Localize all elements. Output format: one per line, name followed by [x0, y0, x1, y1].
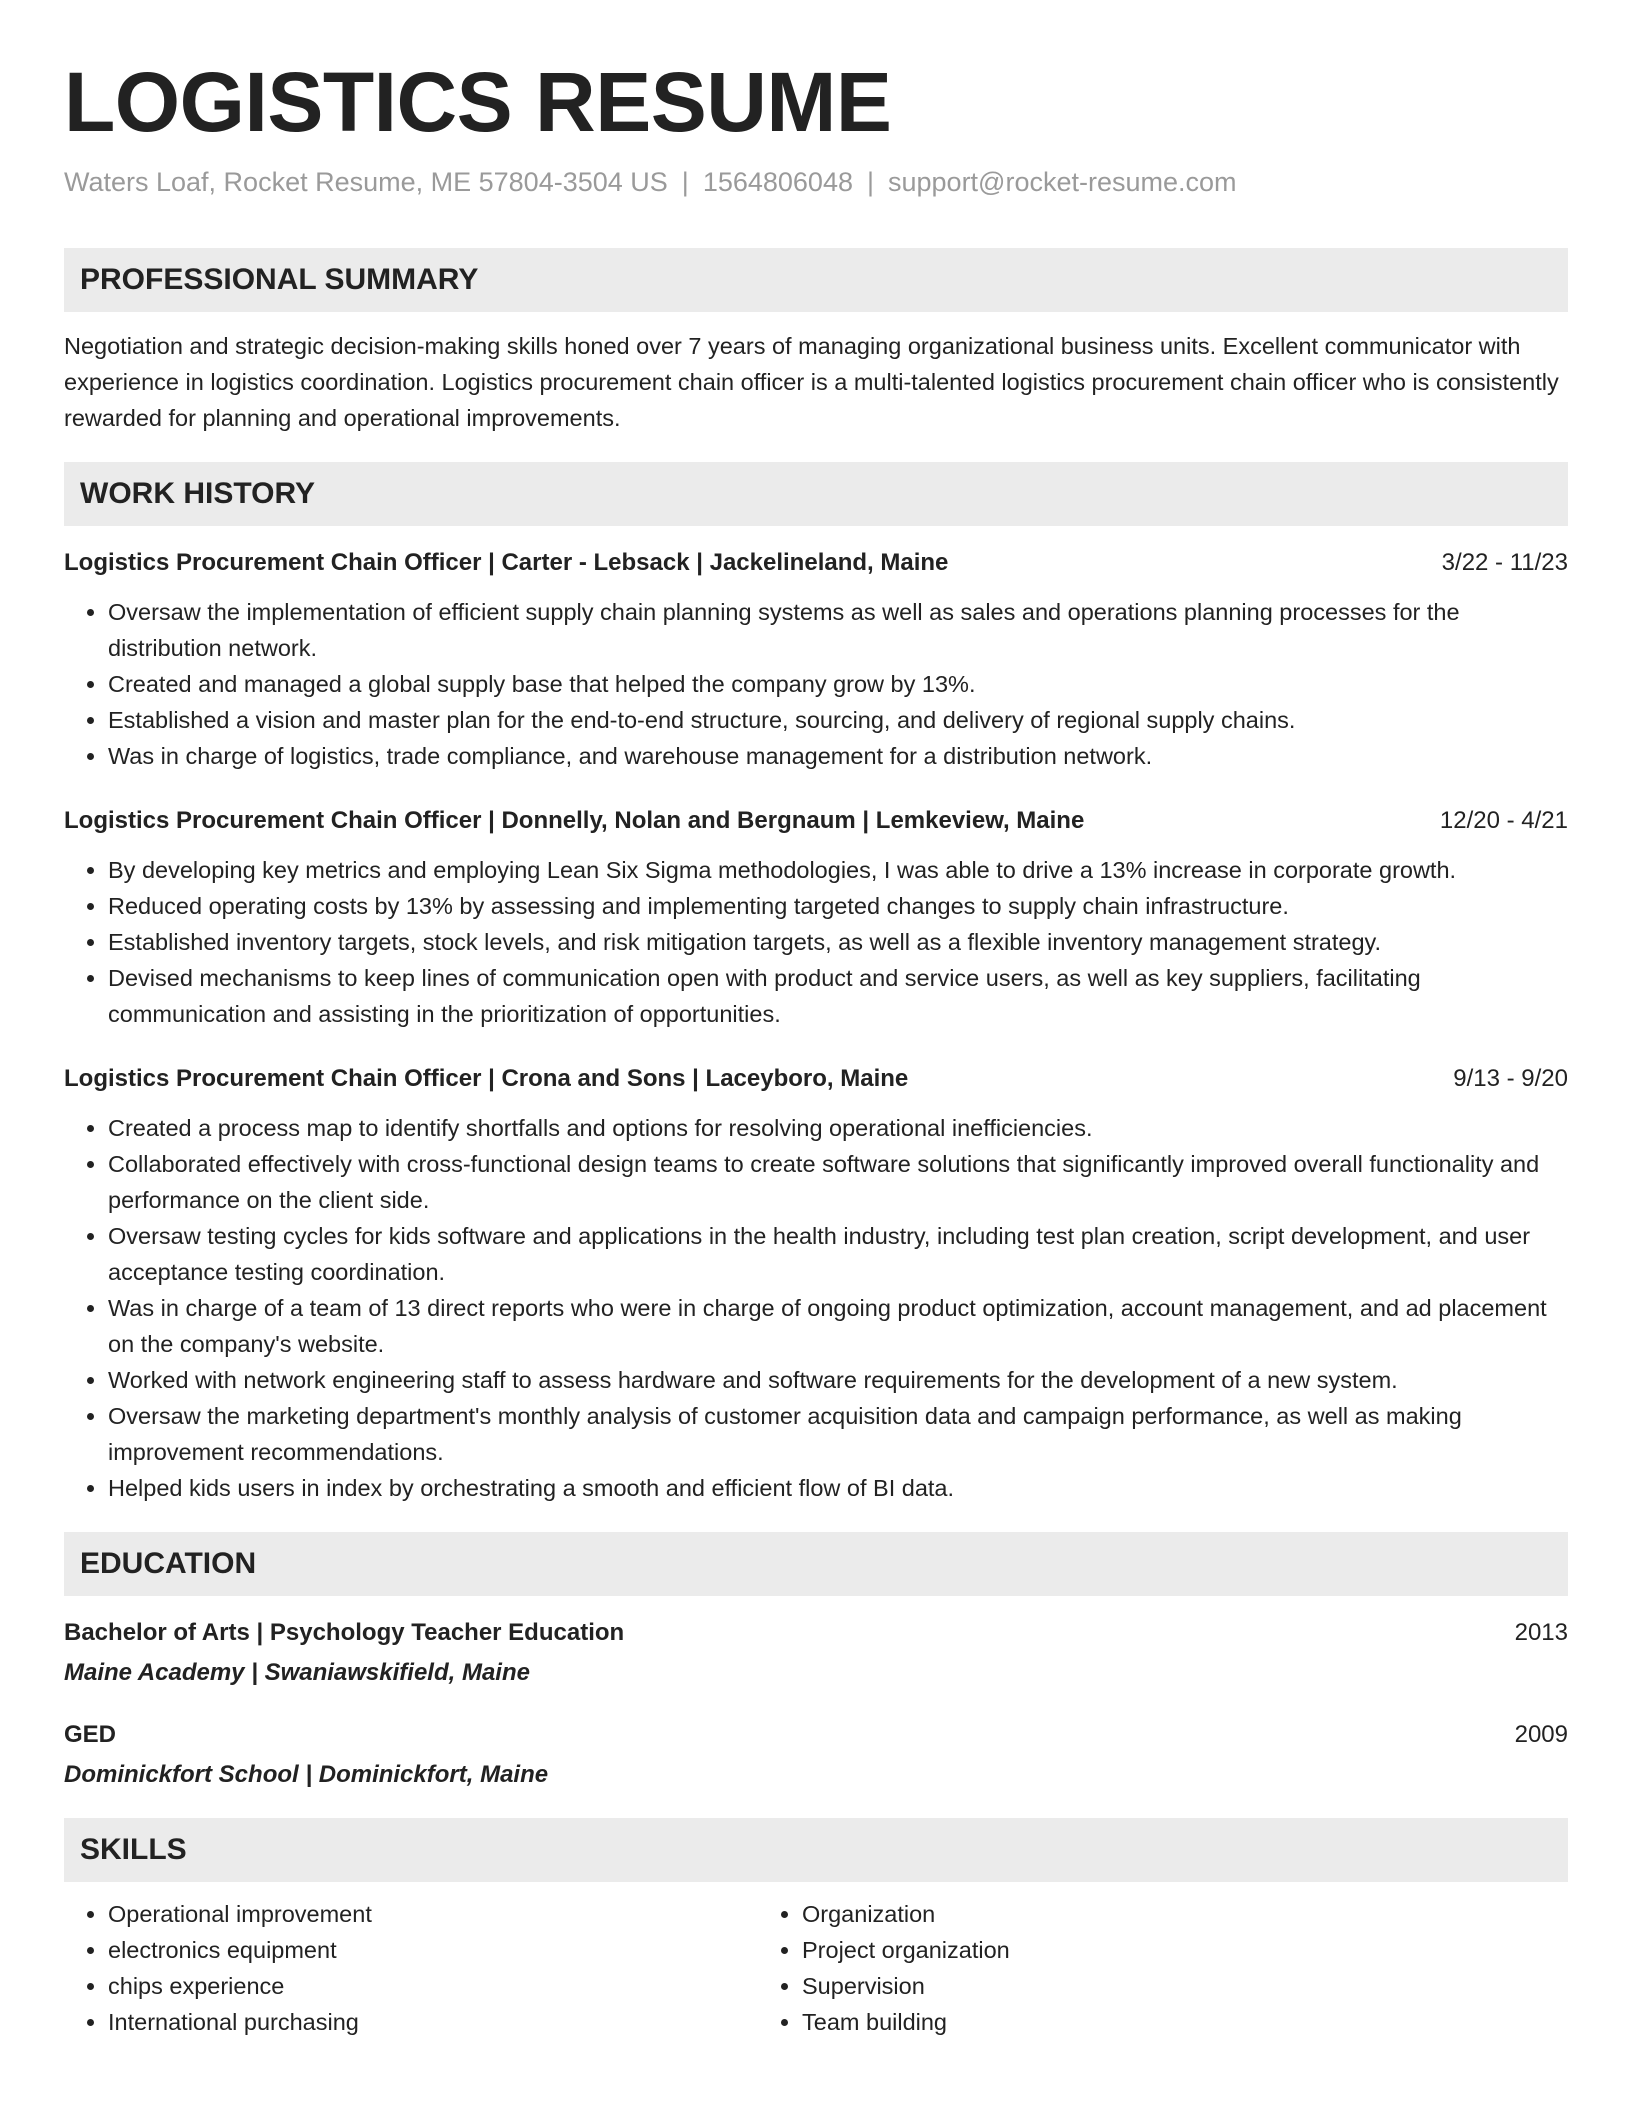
job-entry	[64, 804, 1568, 1032]
contact-line	[64, 164, 1568, 200]
job-bullet: • Devised mechanisms to keep lines of communication open with product and service users, as well as key suppliers, facilitating communication and assisting in the prioritization of opportunities.	[108, 960, 1568, 1032]
skill-item: • Organization	[802, 1896, 1452, 1932]
job-bullet: • Established inventory targets, stock levels, and risk mitigation targets, as well as a flexible inventory management strategy.	[108, 924, 1568, 960]
contact-email: support@rocket-resume.com	[888, 167, 1237, 197]
job-bullet: • By developing key metrics and employing Lean Six Sigma methodologies, I was able to drive a 13% increase in corporate growth.	[108, 852, 1568, 888]
job-title: Logistics Procurement Chain Officer | Crona and Sons | Laceyboro, Maine	[64, 1065, 909, 1092]
job-bullet: • Worked with network engineering staff to assess hardware and software requirements for the development of a new system.	[108, 1362, 1568, 1398]
contact-separator: |	[866, 167, 874, 197]
education-school: Dominickfort School | Dominickfort, Maine	[64, 1761, 549, 1788]
job-dates: 3/22 - 11/23	[1441, 549, 1568, 576]
education-entry	[64, 1616, 1568, 1690]
skills-columns	[64, 1896, 1568, 2040]
skills-list-left	[64, 1896, 758, 2040]
section-heading-skills: SKILLS	[64, 1818, 1568, 1882]
education-header	[64, 1718, 1568, 1752]
skill-item: • chips experience	[108, 1968, 758, 2004]
skill-item: • Supervision	[802, 1968, 1452, 2004]
job-bullets	[64, 852, 1568, 1032]
job-bullet: • Established a vision and master plan for the end-to-end structure, sourcing, and delivery of regional supply chains.	[108, 702, 1568, 738]
contact-separator: |	[681, 167, 689, 197]
job-bullet: • Was in charge of a team of 13 direct reports who were in charge of ongoing product optimization, account management, and ad placement on the company's website.	[108, 1290, 1568, 1362]
job-bullet: • Reduced operating costs by 13% by assessing and implementing targeted changes to supply chain infrastructure.	[108, 888, 1568, 924]
job-bullets	[64, 594, 1568, 774]
job-header	[64, 546, 1568, 580]
job-bullet: • Oversaw the marketing department's monthly analysis of customer acquisition data and campaign performance, as well as making improvement recommendations.	[108, 1398, 1568, 1470]
education-entry	[64, 1718, 1568, 1792]
job-bullets	[64, 1110, 1568, 1506]
skill-item: • International purchasing	[108, 2004, 758, 2040]
skills-list-right	[758, 1896, 1452, 2040]
job-bullet: • Created a process map to identify shortfalls and options for resolving operational inefficiencies.	[108, 1110, 1568, 1146]
education-degree: GED	[64, 1721, 117, 1748]
section-heading-education: EDUCATION	[64, 1532, 1568, 1596]
job-dates: 9/13 - 9/20	[1453, 1065, 1568, 1092]
skill-item: • Operational improvement	[108, 1896, 758, 1932]
job-bullet: • Oversaw the implementation of efficient supply chain planning systems as well as sales and operations planning processes for the distribution network.	[108, 594, 1568, 666]
job-bullet: • Oversaw testing cycles for kids software and applications in the health industry, including test plan creation, script development, and user acceptance testing coordination.	[108, 1218, 1568, 1290]
job-bullet: • Was in charge of logistics, trade compliance, and warehouse management for a distribution network.	[108, 738, 1568, 774]
job-bullet: • Created and managed a global supply base that helped the company grow by 13%.	[108, 666, 1568, 702]
education-degree: Bachelor of Arts | Psychology Teacher Education	[64, 1619, 625, 1646]
job-entry	[64, 546, 1568, 774]
resume-name: LOGISTICS RESUME	[64, 55, 892, 149]
contact-address: Waters Loaf, Rocket Resume, ME 57804-3504 US	[64, 167, 668, 197]
education-school: Maine Academy | Swaniawskifield, Maine	[64, 1659, 530, 1686]
job-title: Logistics Procurement Chain Officer | Donnelly, Nolan and Bergnaum | Lemkeview, Maine	[64, 807, 1085, 834]
job-bullet: • Helped kids users in index by orchestrating a smooth and efficient flow of BI data.	[108, 1470, 1568, 1506]
education-header	[64, 1616, 1568, 1650]
section-heading-work-history: WORK HISTORY	[64, 462, 1568, 526]
job-entry	[64, 1062, 1568, 1506]
education-year: 2009	[1514, 1721, 1568, 1748]
skill-item: • Project organization	[802, 1932, 1452, 1968]
skill-item: • Team building	[802, 2004, 1452, 2040]
job-dates: 12/20 - 4/21	[1439, 807, 1568, 834]
contact-phone: 1564806048	[702, 167, 853, 197]
job-header	[64, 1062, 1568, 1096]
job-title: Logistics Procurement Chain Officer | Carter - Lebsack | Jackelineland, Maine	[64, 549, 949, 576]
skill-item: • electronics equipment	[108, 1932, 758, 1968]
section-heading-summary: PROFESSIONAL SUMMARY	[64, 248, 1568, 312]
job-bullet: • Collaborated effectively with cross-functional design teams to create software solutions that significantly improved overall functionality and performance on the client side.	[108, 1146, 1568, 1218]
job-header	[64, 804, 1568, 838]
education-year: 2013	[1514, 1619, 1568, 1646]
summary-text: Negotiation and strategic decision-making skills honed over 7 years of managing organizational business units. Excellent communicator with experience in logistics coordination. Logistics procurement chain officer is a multi-talented logistics procurement chain officer who is consistently rewarded for planning and operational improvements.	[64, 333, 1559, 431]
